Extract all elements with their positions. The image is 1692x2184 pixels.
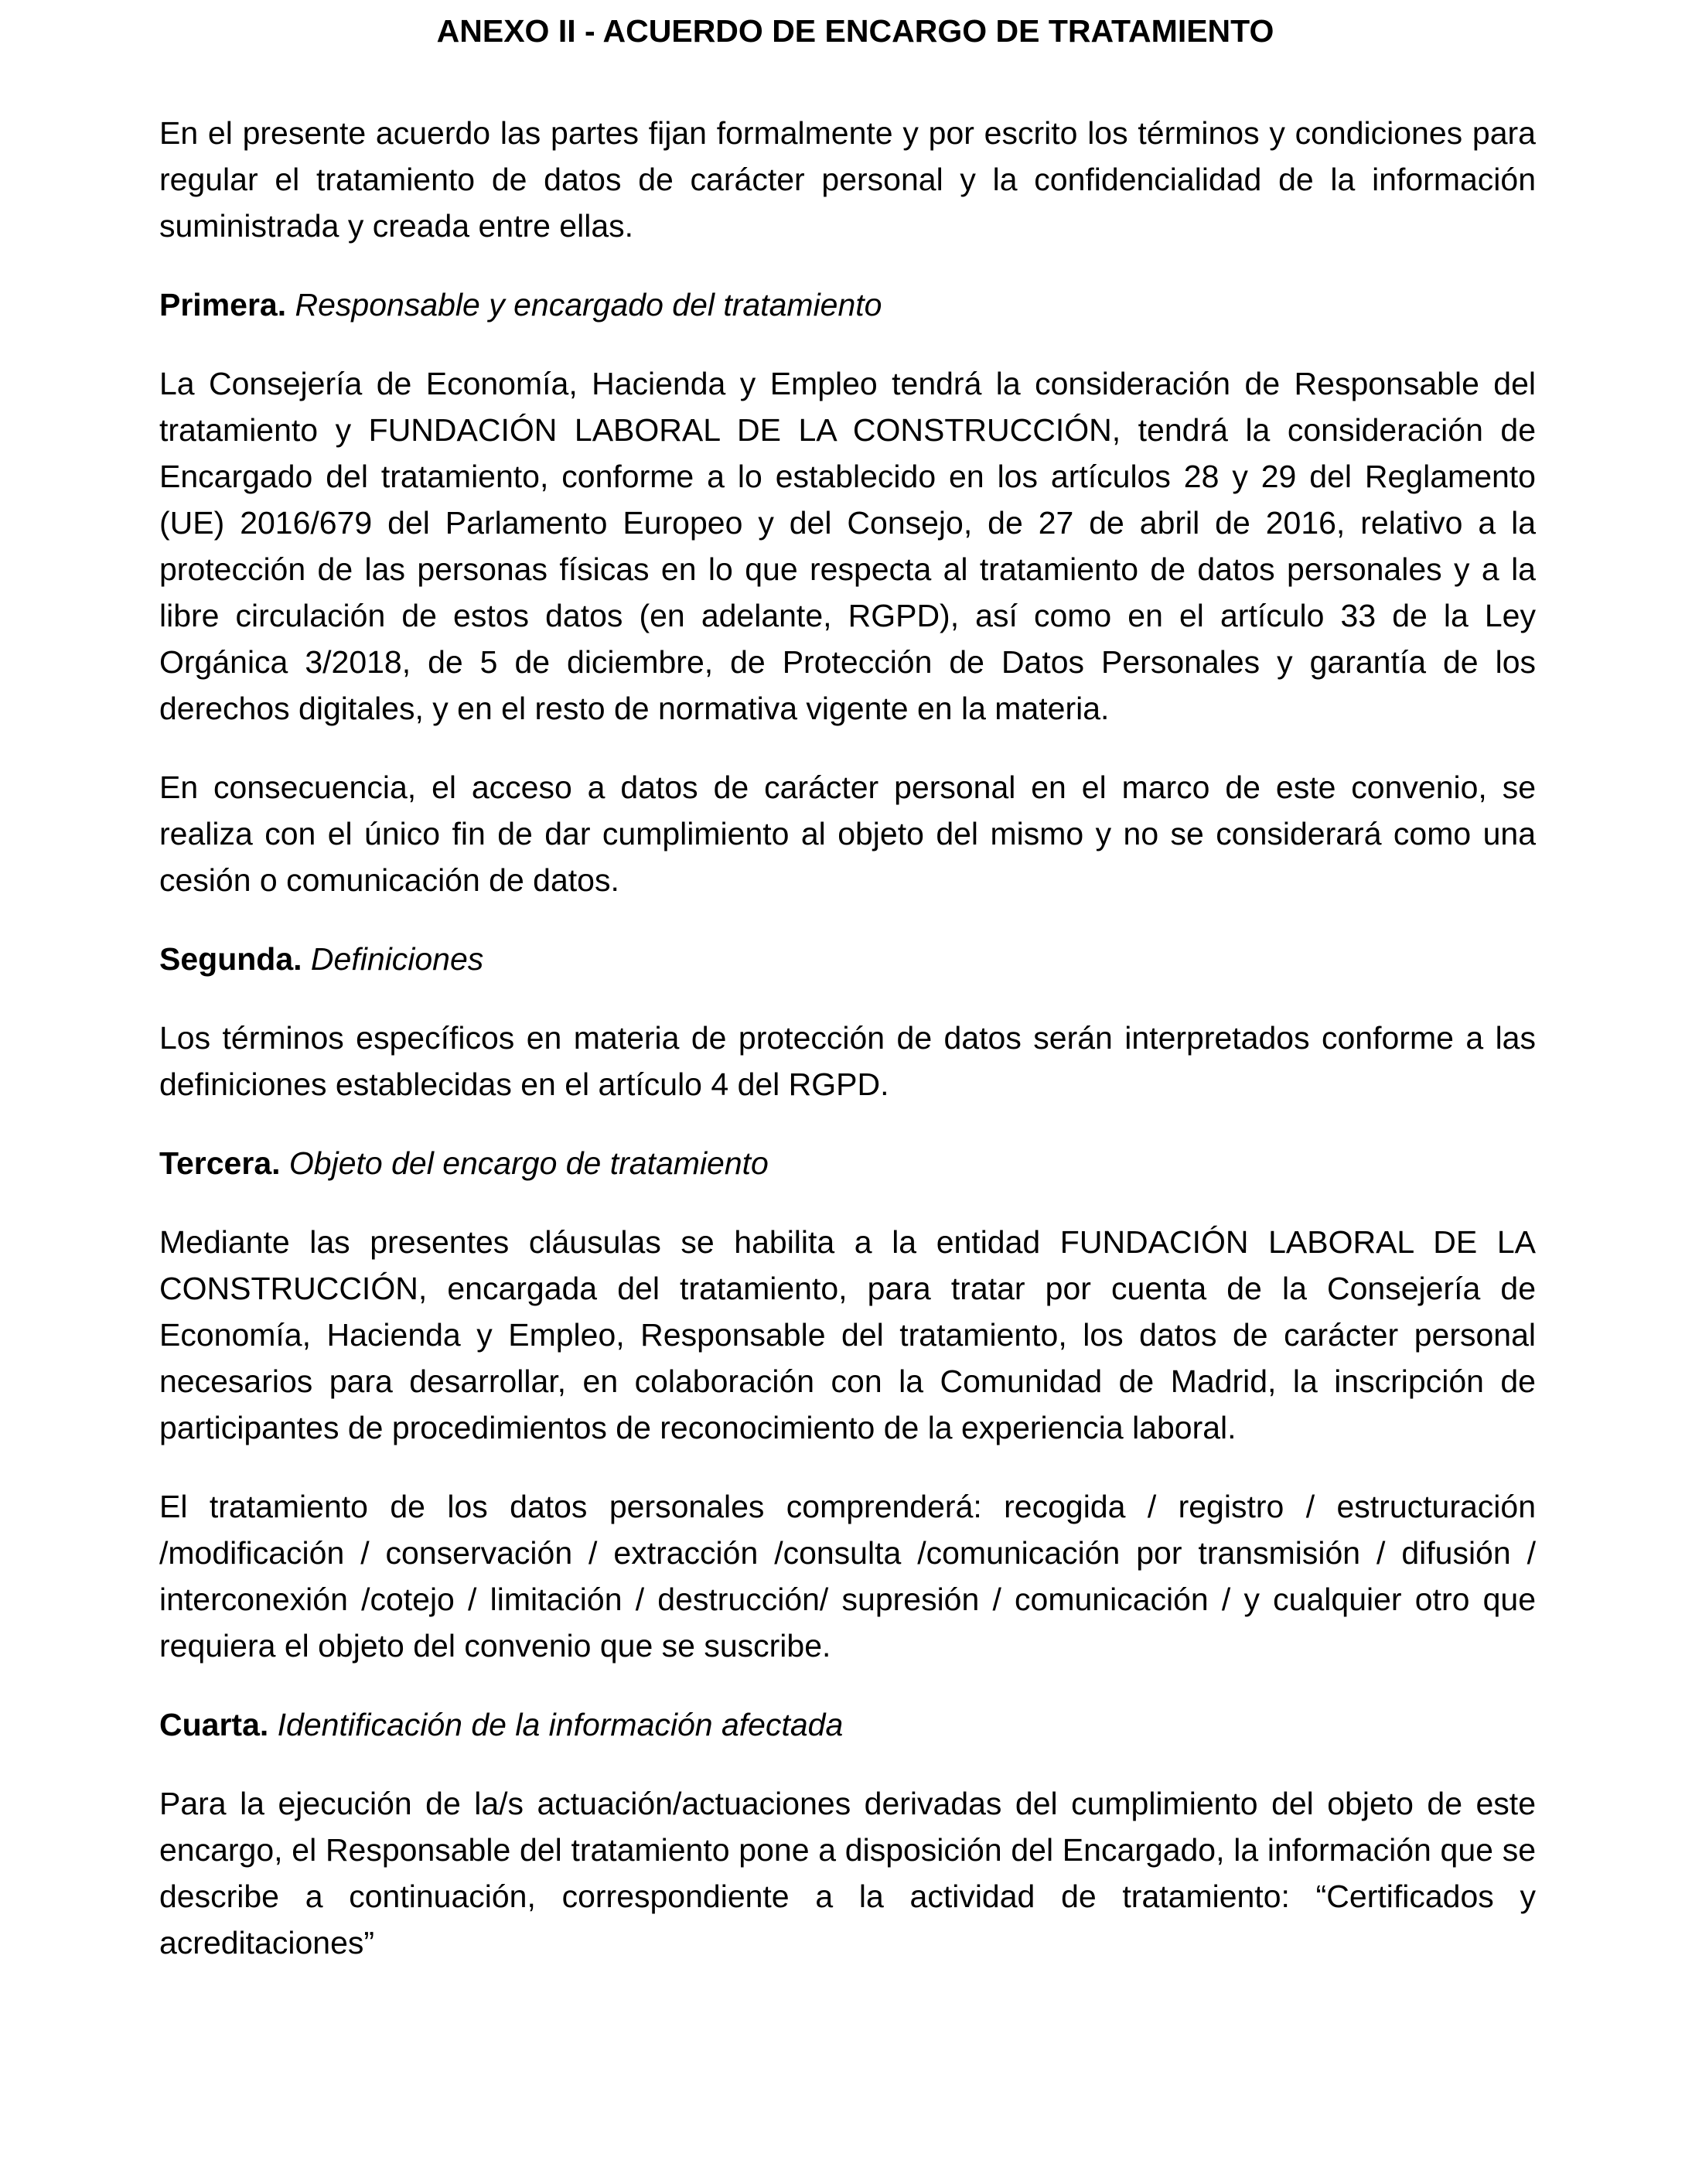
section-title: Objeto del encargo de tratamiento	[280, 1145, 769, 1181]
section-heading-segunda	[159, 936, 1536, 982]
section-paragraph: Para la ejecución de la/s actuación/actuaciones derivadas del cumplimiento del objeto de este encargo, el Responsable del tratamiento pone a disposición del Encargado, la información que se describe a continuación, correspondiente a la actividad de tratamiento: “Certificados y acreditaciones”	[159, 1786, 1536, 1960]
section-paragraph: Los términos específicos en materia de protección de datos serán interpretados conforme a las definiciones establecidas en el artículo 4 del RGPD.	[159, 1020, 1536, 1102]
section-title: Responsable y encargado del tratamiento	[286, 287, 882, 322]
section-number: Tercera.	[159, 1145, 281, 1181]
section-paragraph: En consecuencia, el acceso a datos de carácter personal en el marco de este convenio, se realiza con el único fin de dar cumplimiento al objeto del mismo y no se considerará como una cesión o comunicación de datos.	[159, 770, 1536, 898]
section-number: Segunda.	[159, 941, 302, 977]
section-number: Primera.	[159, 287, 287, 322]
section-heading-primera	[159, 282, 1536, 328]
section-paragraph: La Consejería de Economía, Hacienda y Empleo tendrá la consideración de Responsable del tratamiento y FUNDACIÓN LABORAL DE LA CONSTRUCCIÓN, tendrá la consideración de Encargado del tratamiento, conforme a lo establecido en los artículos 28 y 29 del Reglamento (UE) 2016/679 del Parlamento Europeo y del Consejo, de 27 de abril de 2016, relativo a la protección de las personas físicas en lo que respecta al tratamiento de datos personales y a la libre circulación de estos datos (en adelante, RGPD), así como en el artículo 33 de la Ley Orgánica 3/2018, de 5 de diciembre, de Protección de Datos Personales y garantía de los derechos digitales, y en el resto de normativa vigente en la materia.	[159, 366, 1536, 726]
section-number: Cuarta.	[159, 1707, 269, 1742]
intro-paragraph: En el presente acuerdo las partes fijan formalmente y por escrito los términos y condiciones para regular el tratamiento de datos de carácter personal y la confidencialidad de la información suministrada y creada entre ellas.	[159, 115, 1536, 244]
section-paragraph: Mediante las presentes cláusulas se habilita a la entidad FUNDACIÓN LABORAL DE LA CONSTRUCCIÓN, encargada del tratamiento, para tratar por cuenta de la Consejería de Economía, Hacienda y Empleo, Responsable del tratamiento, los datos de carácter personal necesarios para desarrollar, en colaboración con la Comunidad de Madrid, la inscripción de participantes de procedimientos de reconocimiento de la experiencia laboral.	[159, 1224, 1536, 1445]
section-title: Identificación de la información afectada	[268, 1707, 844, 1742]
document-title: ANEXO II - ACUERDO DE ENCARGO DE TRATAMIENTO	[436, 13, 1274, 49]
section-paragraph: El tratamiento de los datos personales comprenderá: recogida / registro / estructuración /modificación / conservación / extracción /consulta /comunicación por transmisión / difusión / interconexión /cotejo / limitación / destrucción/ supresión / comunicación / y cualquier otro que requiera el objeto del convenio que se suscribe.	[159, 1489, 1536, 1664]
document-page	[159, 14, 1536, 1966]
section-title: Definiciones	[302, 941, 484, 977]
section-heading-cuarta	[159, 1701, 1536, 1748]
section-heading-tercera	[159, 1140, 1536, 1186]
